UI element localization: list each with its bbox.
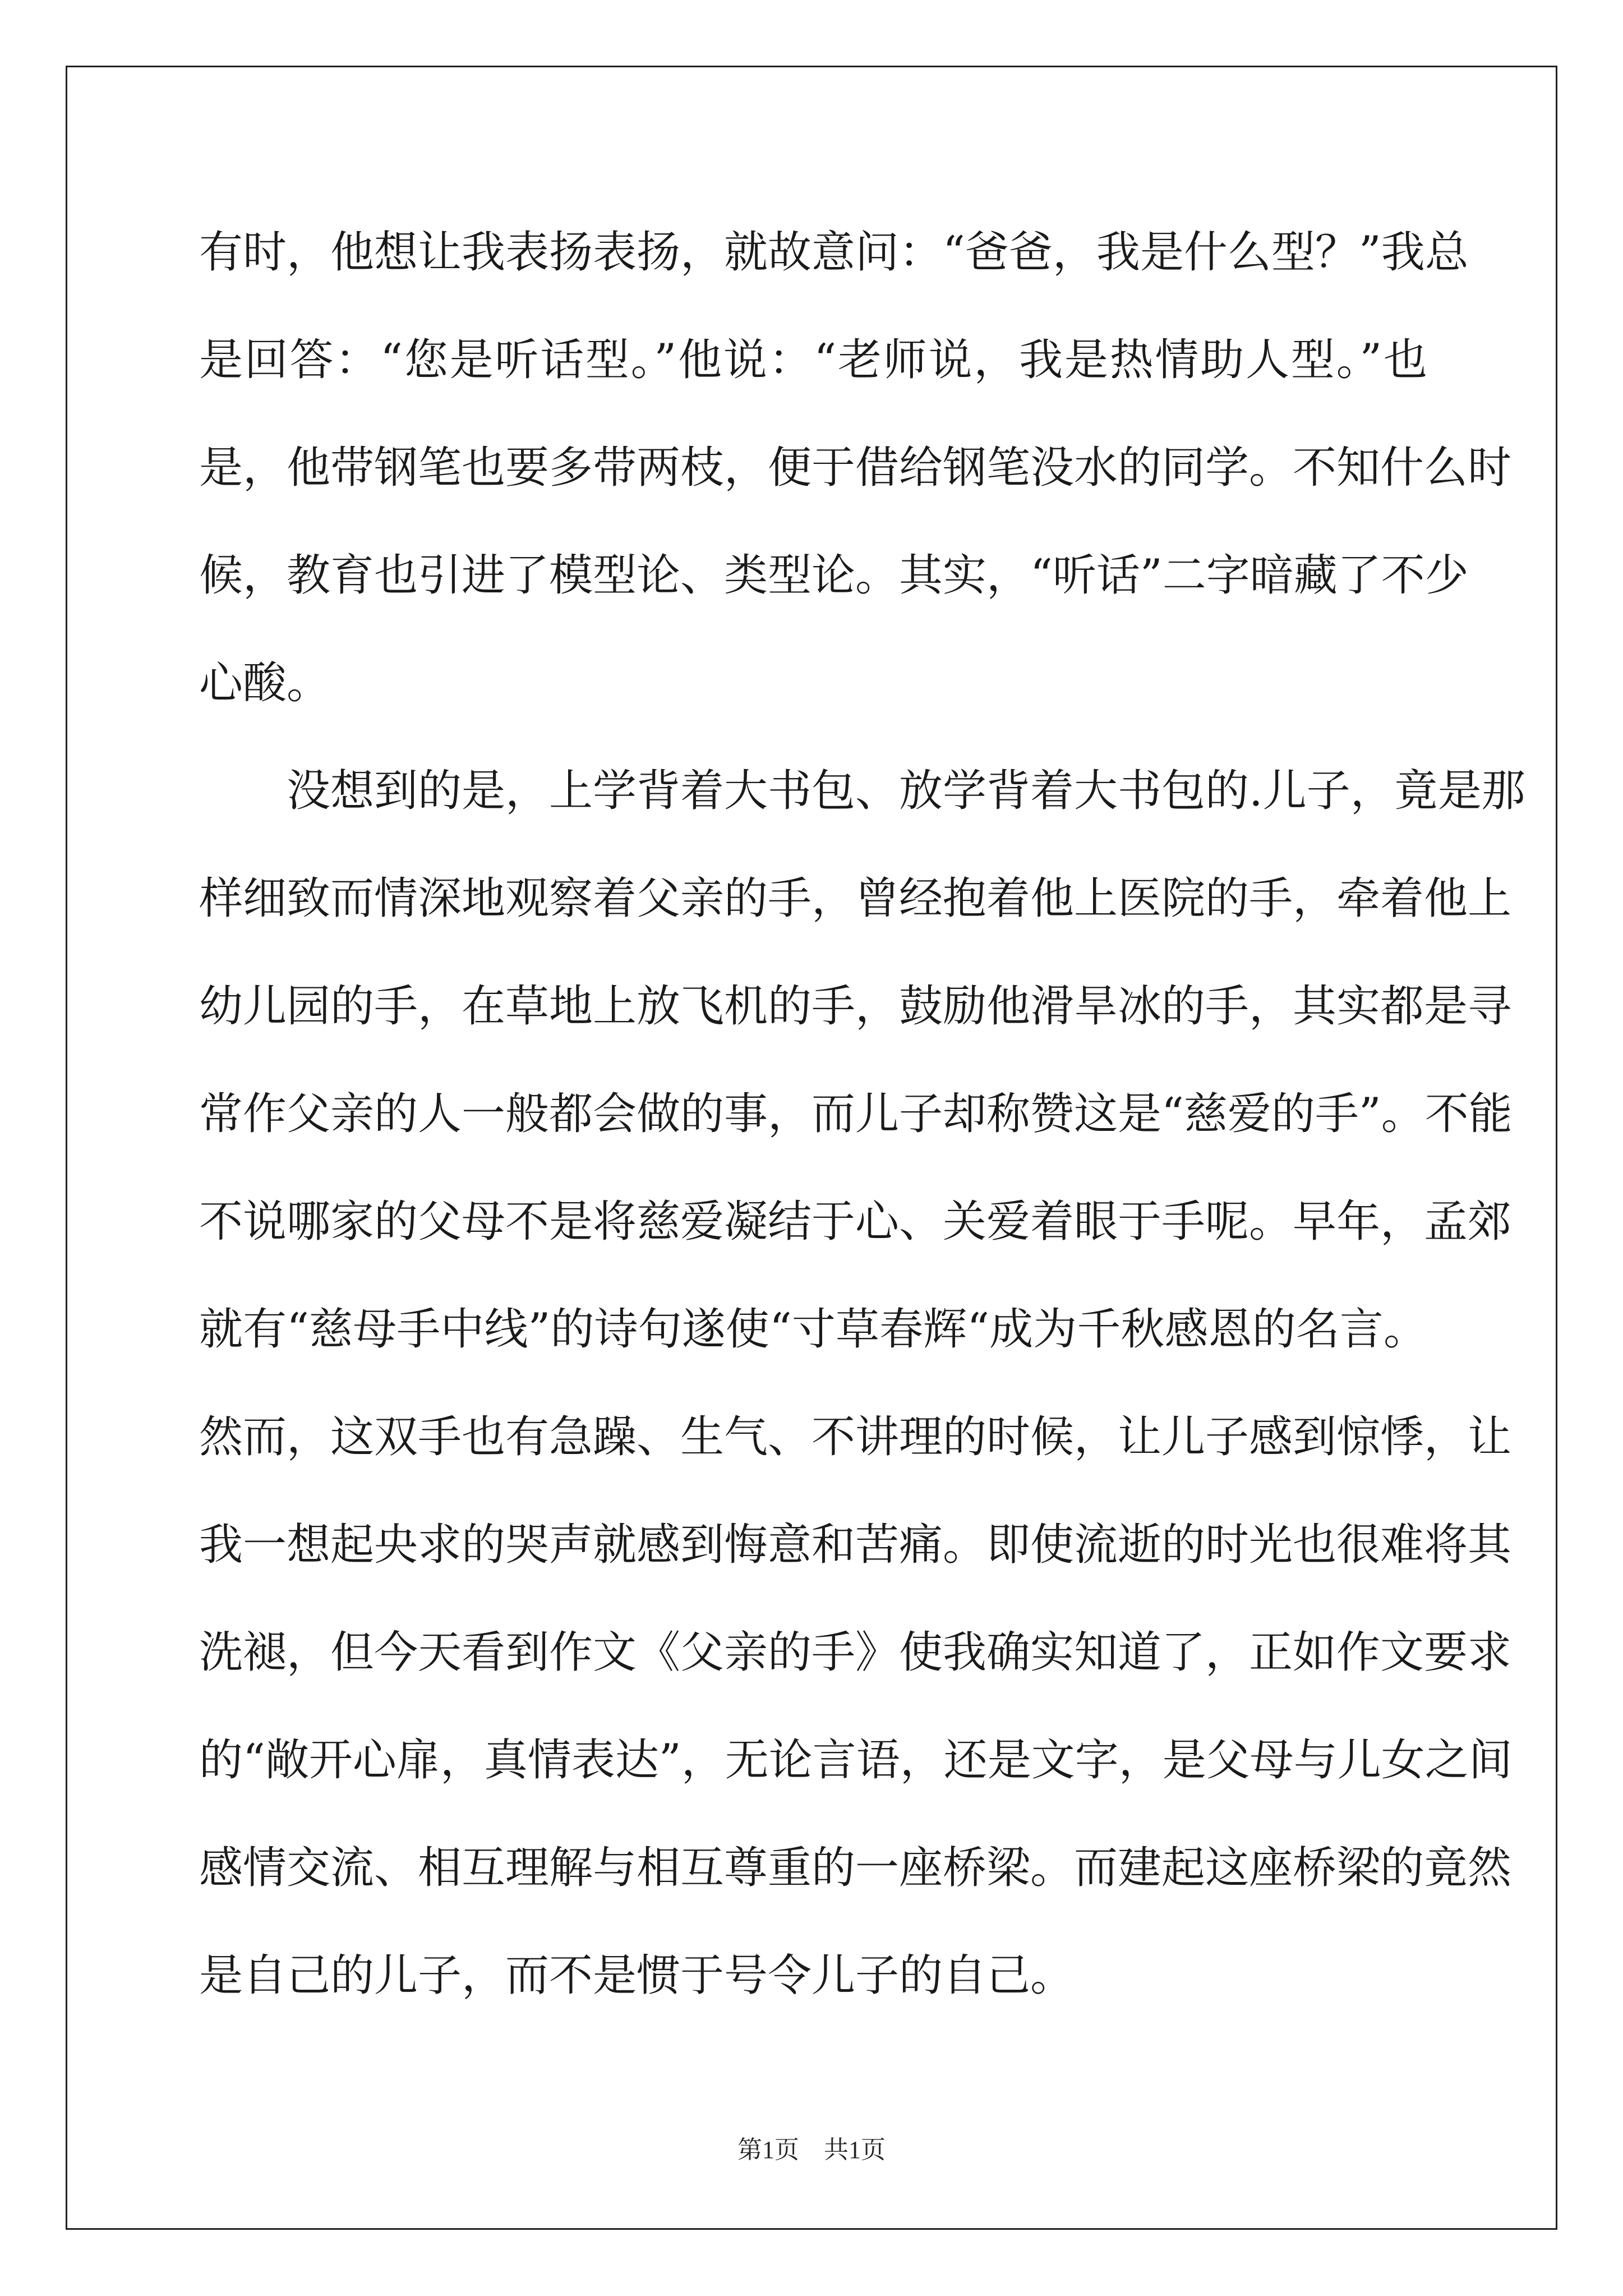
text-line: 是，他带钢笔也要多带两枝，便于借给钢笔没水的同学。不知什么时 <box>199 443 1512 493</box>
text-line: 幼儿园的手，在草地上放飞机的手，鼓励他滑旱冰的手，其实都是寻 <box>199 981 1512 1032</box>
text-line: 常作父亲的人一般都会做的事，而儿子却称赞这是“慈爱的手”。不能 <box>199 1089 1513 1139</box>
page-frame <box>66 66 1557 2230</box>
text-line: 感情交流、相互理解与相互尊重的一座桥梁。而建起这座桥梁的竟然 <box>199 1843 1512 1893</box>
text-line: 候，教育也引进了模型论、类型论。其实，“听话”二字暗藏了不少 <box>199 550 1469 601</box>
text-line: 心酸。 <box>199 658 331 708</box>
text-line: 是自己的儿子，而不是惯于号令儿子的自己。 <box>199 1950 1075 2001</box>
text-line: 不说哪家的父母不是将慈爱凝结于心、关爱着眼于手呢。早年，孟郊 <box>199 1197 1512 1247</box>
text-line: 有时，他想让我表扬表扬，就故意问：“爸爸，我是什么型？”我总 <box>199 227 1469 278</box>
text-line: 就有“慈母手中线”的诗句遂使“寸草春辉“成为千秋感恩的名言。 <box>199 1304 1427 1355</box>
text-line: 洗褪，但今天看到作文《父亲的手》使我确实知道了，正如作文要求 <box>199 1627 1512 1678</box>
text-line: 我一想起央求的哭声就感到悔意和苦痛。即使流逝的时光也很难将其 <box>199 1520 1512 1570</box>
page-number-footer: 第1页 共1页 <box>737 2136 886 2164</box>
text-line: 然而，这双手也有急躁、生气、不讲理的时候，让儿子感到惊悸，让 <box>199 1412 1512 1462</box>
text-line: 样细致而情深地观察着父亲的手，曾经抱着他上医院的手，牵着他上 <box>199 873 1512 924</box>
text-line: 的“敞开心扉，真情表达”，无论言语，还是文字，是父母与儿女之间 <box>199 1735 1513 1786</box>
text-line: 是回答：“您是听话型。”他说：“老师说，我是热情助人型。”也 <box>199 335 1427 385</box>
text-line: 没想到的是，上学背着大书包、放学背着大书包的.儿子，竟是那 <box>199 766 1525 816</box>
